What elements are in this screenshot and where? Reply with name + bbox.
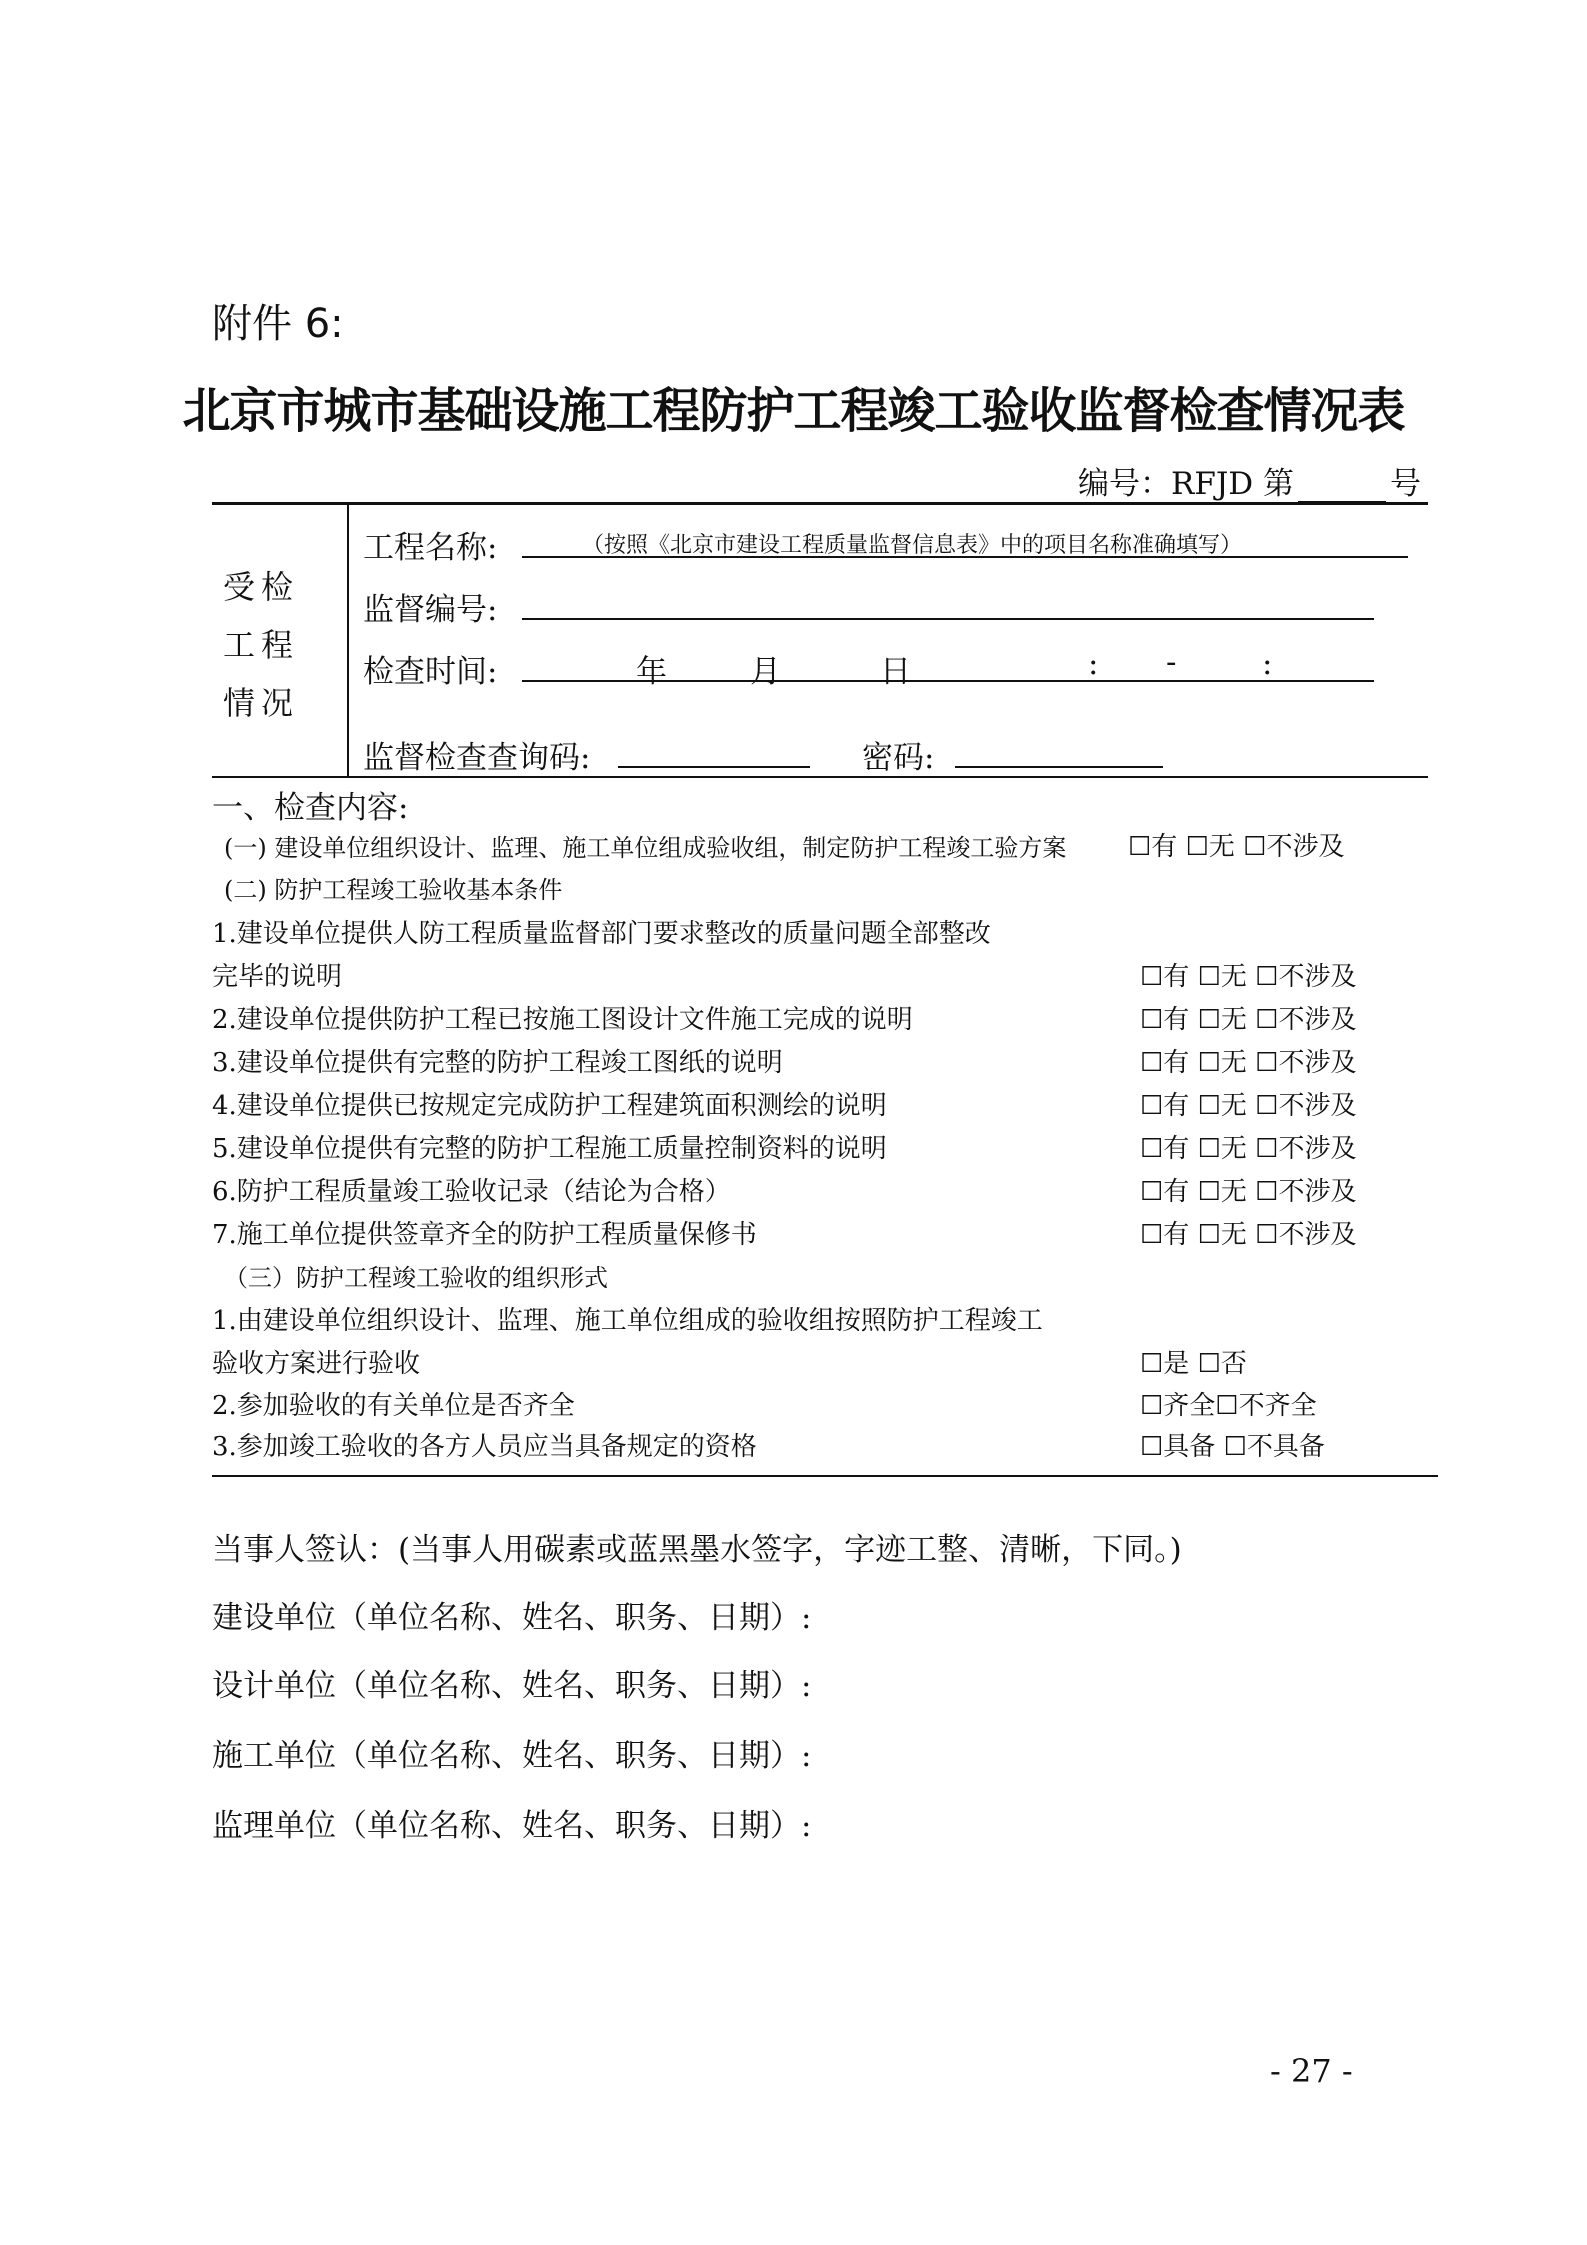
s3-item-3: 3.参加竣工验收的各方人员应当具备规定的资格 (212, 1432, 757, 1462)
serial-blank[interactable] (1298, 473, 1386, 503)
section-2-title: (二) 防护工程竣工验收基本条件 (224, 876, 563, 904)
signature-contractor-unit: 施工单位（单位名称、姓名、职务、日期）: (212, 1738, 812, 1774)
time-sep-1: : (1088, 646, 1099, 682)
s2-item-7: 7.施工单位提供签章齐全的防护工程质量保修书 (212, 1220, 757, 1250)
date-day: 日 (880, 654, 911, 690)
s2-item-3: 3.建设单位提供有完整的防护工程竣工图纸的说明 (212, 1048, 783, 1078)
content-heading: 一、检查内容: (212, 790, 409, 826)
attachment-label: 附件 6: (212, 301, 344, 347)
password-label: 密码: (862, 740, 935, 776)
s2-item-1-line-2: 完毕的说明 (212, 962, 343, 992)
s2-item-4: 4.建设单位提供已按规定完成防护工程建筑面积测绘的说明 (212, 1091, 887, 1121)
section-3-title: （三）防护工程竣工验收的组织形式 (224, 1264, 608, 1292)
project-name-label: 工程名称: (363, 530, 498, 566)
s2-item-2-options[interactable]: ☐有 ☐无 ☐不涉及 (1140, 1005, 1357, 1035)
page-title: 北京市城市基础设施工程防护工程竣工验收监督检查情况表 (182, 383, 1405, 439)
section-1-options[interactable]: ☐有 ☐无 ☐不涉及 (1128, 832, 1345, 862)
s2-item-5: 5.建设单位提供有完整的防护工程施工质量控制资料的说明 (212, 1134, 887, 1164)
s2-item-6: 6.防护工程质量竣工验收记录（结论为合格） (212, 1177, 731, 1207)
s3-item-2-options[interactable]: ☐齐全☐不齐全 (1140, 1391, 1317, 1421)
page-number: - 27 - (1270, 2052, 1353, 2090)
s3-item-3-options[interactable]: ☐具备 ☐不具备 (1140, 1432, 1325, 1462)
s2-item-2: 2.建设单位提供防护工程已按施工图设计文件施工完成的说明 (212, 1005, 913, 1035)
supervision-no-label: 监督编号: (363, 592, 498, 628)
serial-suffix: 号 (1390, 466, 1421, 502)
signature-construction-unit: 建设单位（单位名称、姓名、职务、日期）: (212, 1600, 812, 1636)
s2-item-3-options[interactable]: ☐有 ☐无 ☐不涉及 (1140, 1048, 1357, 1078)
query-code-label: 监督检查查询码: (363, 740, 591, 776)
s2-item-1-options[interactable]: ☐有 ☐无 ☐不涉及 (1140, 962, 1357, 992)
project-name-hint: （按照《北京市建设工程质量监督信息表》中的项目名称准确填写） (582, 533, 1243, 558)
time-sep-2: - (1166, 644, 1177, 680)
supervision-no-field[interactable] (522, 618, 1374, 620)
signature-supervision-unit: 监理单位（单位名称、姓名、职务、日期）: (212, 1808, 812, 1844)
date-month: 月 (750, 654, 781, 690)
signature-design-unit: 设计单位（单位名称、姓名、职务、日期）: (212, 1668, 812, 1704)
time-sep-3: : (1262, 646, 1273, 682)
s3-item-2: 2.参加验收的有关单位是否齐全 (212, 1391, 575, 1421)
password-field[interactable] (955, 766, 1163, 768)
date-year: 年 (636, 654, 667, 690)
s2-item-1-line-1: 1.建设单位提供人防工程质量监督部门要求整改的质量问题全部整改 (212, 919, 991, 949)
query-code-field[interactable] (618, 766, 810, 768)
table-top-rule (212, 502, 1428, 505)
s2-item-7-options[interactable]: ☐有 ☐无 ☐不涉及 (1140, 1220, 1357, 1250)
section-1-title: (一) 建设单位组织设计、监理、施工单位组成验收组，制定防护工程竣工验方案 (224, 834, 1067, 862)
table-divider (347, 504, 349, 776)
signature-intro: 当事人签认：(当事人用碳素或蓝黑墨水签字，字迹工整、清晰，下同。) (212, 1532, 1182, 1568)
serial-number (1078, 458, 1421, 503)
content-bottom-rule (212, 1475, 1438, 1477)
s2-item-4-options[interactable]: ☐有 ☐无 ☐不涉及 (1140, 1091, 1357, 1121)
serial-prefix: 编号：RFJD 第 (1078, 466, 1294, 502)
s3-item-1-line-1: 1.由建设单位组织设计、监理、施工单位组成的验收组按照防护工程竣工 (212, 1306, 1043, 1336)
s2-item-5-options[interactable]: ☐有 ☐无 ☐不涉及 (1140, 1134, 1357, 1164)
inspected-project-label: 受检工程情况 (222, 568, 299, 722)
s2-item-6-options[interactable]: ☐有 ☐无 ☐不涉及 (1140, 1177, 1357, 1207)
s3-item-1-options[interactable]: ☐是 ☐否 (1140, 1349, 1247, 1379)
inspection-time-label: 检查时间: (363, 654, 498, 690)
s3-item-1-line-2: 验收方案进行验收 (212, 1349, 421, 1379)
